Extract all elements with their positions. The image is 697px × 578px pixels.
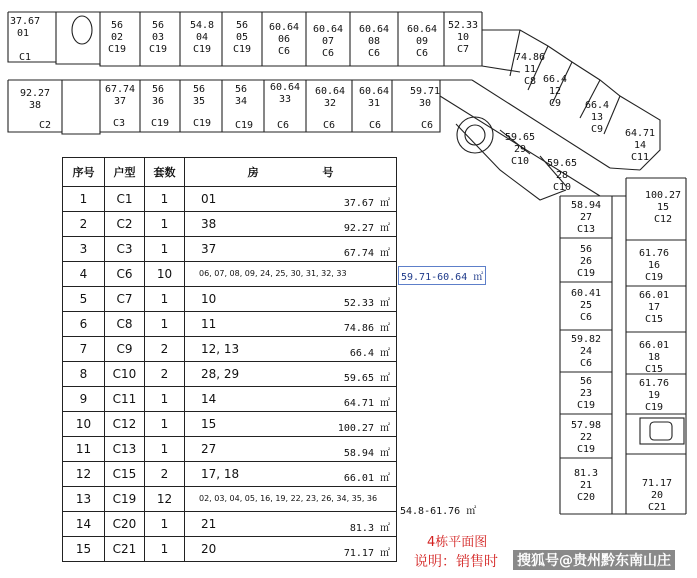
room-area: 58.94 (570, 200, 602, 211)
room-number: 26 (579, 256, 593, 267)
room-area: 59.65 ㎡ (343, 373, 390, 384)
room-type: C15 (644, 314, 664, 325)
row-no: 14 (63, 512, 105, 537)
room-area: 66.4 (584, 100, 610, 111)
room-type: C12 (653, 214, 673, 225)
room-number: 06 (277, 34, 291, 45)
room-list: 11 (201, 317, 217, 331)
row-count: 10 (145, 262, 185, 287)
table-row (63, 362, 397, 387)
room-type: C20 (576, 492, 596, 503)
room-list: 12, 13 (201, 342, 240, 356)
row-no: 1 (63, 187, 105, 212)
room-number: 33 (278, 94, 292, 105)
room-area: 57.98 (570, 420, 602, 431)
room-number: 11 (523, 64, 537, 75)
row-rooms (185, 212, 397, 237)
room-area: 64.71 (624, 128, 656, 139)
unit-type-table (62, 157, 397, 562)
room-area: 100.27 (644, 190, 682, 201)
row-type: C11 (105, 387, 145, 412)
row-rooms (185, 262, 397, 287)
room-number: 35 (192, 96, 206, 107)
room-type: C13 (576, 224, 596, 235)
room-area: 81.3 ㎡ (349, 523, 390, 534)
room-area: 60.64 (406, 24, 438, 35)
table-row (63, 487, 397, 512)
row-no: 15 (63, 537, 105, 562)
room-number: 16 (647, 260, 661, 271)
row-no: 9 (63, 387, 105, 412)
col-header-rooms (185, 158, 397, 187)
room-list: 01 (201, 192, 217, 206)
room-number: 10 (456, 32, 470, 43)
room-area: 59.65 (504, 132, 536, 143)
room-number: 19 (647, 390, 661, 401)
room-number: 20 (650, 490, 664, 501)
room-type: C19 (192, 118, 212, 129)
row-no: 4 (63, 262, 105, 287)
room-area: 61.76 (638, 248, 670, 259)
room-area: 66.01 ㎡ (343, 473, 390, 484)
row-count: 1 (145, 187, 185, 212)
table-row (63, 212, 397, 237)
room-number: 14 (633, 140, 647, 151)
room-area: 81.3 (573, 468, 599, 479)
row-rooms (185, 537, 397, 562)
row-type: C13 (105, 437, 145, 462)
room-area: 60.64 (268, 22, 300, 33)
room-area: 56 (234, 84, 248, 95)
room-number: 30 (418, 98, 432, 109)
col-header-type: 户型 (105, 158, 145, 187)
room-type: C6 (420, 120, 434, 131)
room-area: 64.71 ㎡ (343, 398, 390, 409)
room-number: 25 (579, 300, 593, 311)
room-type: C19 (576, 400, 596, 411)
room-type: C19 (644, 402, 664, 413)
row-rooms (185, 237, 397, 262)
col-header-count: 套数 (145, 158, 185, 187)
room-area: 56 (579, 376, 593, 387)
table-row (63, 187, 397, 212)
row-count: 1 (145, 537, 185, 562)
table-row (63, 237, 397, 262)
room-type: C2 (38, 120, 52, 131)
room-type: C19 (148, 44, 168, 55)
room-area: 59.82 (570, 334, 602, 345)
room-area: 92.27 ㎡ (343, 223, 390, 234)
row-type: C19 (105, 487, 145, 512)
room-list: 38 (201, 217, 217, 231)
room-type: C6 (368, 120, 382, 131)
room-number: 29 (513, 144, 527, 155)
table-row (63, 312, 397, 337)
room-area: 59.65 (546, 158, 578, 169)
room-number: 07 (321, 36, 335, 47)
room-number: 28 (555, 170, 569, 181)
room-list: 28, 29 (201, 367, 240, 381)
row-rooms (185, 387, 397, 412)
row-no: 5 (63, 287, 105, 312)
room-type: C6 (321, 48, 335, 59)
table-row (63, 437, 397, 462)
room-area: 37.67 ㎡ (343, 198, 390, 209)
room-number: 37 (113, 96, 127, 107)
room-type: C6 (415, 48, 429, 59)
room-area: 56 (110, 20, 124, 31)
row-type: C6 (105, 262, 145, 287)
wing-decoration (600, 168, 640, 196)
row-no: 3 (63, 237, 105, 262)
room-area: 66.4 ㎡ (349, 348, 390, 359)
row-type: C8 (105, 312, 145, 337)
room-area: 66.01 (638, 290, 670, 301)
room-number: 36 (151, 96, 165, 107)
room-list: 21 (201, 517, 217, 531)
row-type: C7 (105, 287, 145, 312)
row-count: 2 (145, 462, 185, 487)
room-number: 15 (656, 202, 670, 213)
room-number: 12 (548, 86, 562, 97)
room-number: 27 (579, 212, 593, 223)
room-type: C19 (234, 120, 254, 131)
row-rooms (185, 512, 397, 537)
room-type: C19 (232, 44, 252, 55)
row-count: 1 (145, 437, 185, 462)
room-list: 02, 03, 04, 05, 16, 19, 22, 23, 26, 34, 35, 36 (199, 494, 378, 503)
row-rooms (185, 412, 397, 437)
col-header-no: 序号 (63, 158, 105, 187)
room-area: 71.17 ㎡ (343, 548, 390, 559)
room-type: C19 (192, 44, 212, 55)
row-rooms (185, 462, 397, 487)
row-count: 2 (145, 362, 185, 387)
room-area: 66.01 (638, 340, 670, 351)
room-area: 60.64 (269, 82, 301, 93)
row-no: 6 (63, 312, 105, 337)
room-type: C6 (367, 48, 381, 59)
row-no: 11 (63, 437, 105, 462)
room-type: C19 (576, 268, 596, 279)
room-type: C6 (322, 120, 336, 131)
room-type: C10 (510, 156, 530, 167)
row-count: 1 (145, 312, 185, 337)
room-area: 60.64 (358, 24, 390, 35)
room-number: 05 (235, 32, 249, 43)
room-number: 02 (110, 32, 124, 43)
room-number: 08 (367, 36, 381, 47)
row-no: 2 (63, 212, 105, 237)
col-header-rooms-right: 号 (322, 166, 334, 179)
room-area: 56 (151, 84, 165, 95)
room-list: 10 (201, 292, 217, 306)
table-row (63, 512, 397, 537)
room-type: C19 (576, 444, 596, 455)
room-area: 71.17 (641, 478, 673, 489)
table-row (63, 412, 397, 437)
table-row (63, 287, 397, 312)
sales-note: 说明：销售时 (414, 554, 498, 570)
row-rooms (185, 287, 397, 312)
room-type: C21 (647, 502, 667, 513)
room-type: C9 (548, 98, 562, 109)
row-type: C1 (105, 187, 145, 212)
room-type: C19 (644, 272, 664, 283)
room-type: C7 (456, 44, 470, 55)
row-no: 7 (63, 337, 105, 362)
row-type: C2 (105, 212, 145, 237)
room-number: 04 (195, 32, 209, 43)
room-area: 92.27 (19, 88, 51, 99)
row-type: C20 (105, 512, 145, 537)
row-count: 1 (145, 387, 185, 412)
room-number: 31 (367, 98, 381, 109)
room-type: C11 (630, 152, 650, 163)
room-area: 100.27 ㎡ (337, 423, 390, 434)
room-area: 66.4 (542, 74, 568, 85)
room-area: 56 (579, 244, 593, 255)
room-area: 74.86 ㎡ (343, 323, 390, 334)
room-area: 58.94 ㎡ (343, 448, 390, 459)
table-row (63, 262, 397, 287)
row-type: C10 (105, 362, 145, 387)
row-no: 8 (63, 362, 105, 387)
row-rooms (185, 312, 397, 337)
room-number: 18 (647, 352, 661, 363)
row-type: C21 (105, 537, 145, 562)
room-area: 60.64 (358, 86, 390, 97)
room-type: C9 (590, 124, 604, 135)
room-number: 38 (28, 100, 42, 111)
room-number: 13 (590, 112, 604, 123)
room-list: 27 (201, 442, 217, 456)
room-type: C6 (579, 312, 593, 323)
row-rooms (185, 187, 397, 212)
room-area: 56 (235, 20, 249, 31)
room-area: 74.86 (514, 52, 546, 63)
room-area: 37.67 (10, 16, 41, 27)
room-type: C6 (276, 120, 290, 131)
room-area: 59.71 (409, 86, 441, 97)
row-rooms (185, 437, 397, 462)
row-type: C3 (105, 237, 145, 262)
room-type: C3 (112, 118, 126, 129)
room-area: 67.74 (104, 84, 136, 95)
row-no: 12 (63, 462, 105, 487)
room-number: 09 (415, 36, 429, 47)
room-number: 23 (579, 388, 593, 399)
room-area: 60.64 (314, 86, 346, 97)
room-list: 15 (201, 417, 217, 431)
room-area: 52.33 (447, 20, 479, 31)
watermark: 搜狐号@贵州黔东南山庄 (513, 550, 675, 570)
row-type: C12 (105, 412, 145, 437)
table-header-row (63, 158, 397, 187)
room-type: C6 (277, 46, 291, 57)
room-area: 61.76 (638, 378, 670, 389)
room-type: C6 (579, 358, 593, 369)
row-no: 13 (63, 487, 105, 512)
room-number: 32 (323, 98, 337, 109)
room-area: 60.64 (312, 24, 344, 35)
room-type: C19 (107, 44, 127, 55)
room-type: C1 (18, 52, 32, 63)
room-area: 56 (151, 20, 165, 31)
table-row (63, 462, 397, 487)
c19-area-range: 54.8-61.76 ㎡ (400, 506, 477, 517)
table-row (63, 537, 397, 562)
plan-title: 4栋平面图 (427, 535, 488, 550)
row-count: 12 (145, 487, 185, 512)
room-list: 14 (201, 392, 217, 406)
room-area: 67.74 ㎡ (343, 248, 390, 259)
room-list: 17, 18 (201, 467, 240, 481)
room-list: 37 (201, 242, 217, 256)
room-area: 52.33 ㎡ (343, 298, 390, 309)
col-header-rooms-left: 房 (247, 166, 259, 179)
room-number: 21 (579, 480, 593, 491)
room-list: 06, 07, 08, 09, 24, 25, 30, 31, 32, 33 (199, 269, 347, 278)
room-type: C8 (523, 76, 537, 87)
table-row (63, 387, 397, 412)
room-number: 01 (16, 28, 30, 39)
row-rooms (185, 362, 397, 387)
room-number: 24 (579, 346, 593, 357)
row-count: 1 (145, 237, 185, 262)
room-type: C19 (150, 118, 170, 129)
room-area: 54.8 (189, 20, 215, 31)
row-count: 2 (145, 337, 185, 362)
room-type: C15 (644, 364, 664, 375)
row-rooms (185, 487, 397, 512)
room-number: 34 (234, 96, 248, 107)
row-rooms (185, 337, 397, 362)
row-count: 1 (145, 512, 185, 537)
room-area: 60.41 (570, 288, 602, 299)
row-no: 10 (63, 412, 105, 437)
room-area: 56 (192, 84, 206, 95)
room-number: 17 (647, 302, 661, 313)
table-row (63, 337, 397, 362)
room-number: 22 (579, 432, 593, 443)
room-number: 03 (151, 32, 165, 43)
row-type: C15 (105, 462, 145, 487)
row-count: 1 (145, 212, 185, 237)
row-type: C9 (105, 337, 145, 362)
room-type: C10 (552, 182, 572, 193)
c6-area-range: 59.71-60.64 ㎡ (398, 266, 486, 285)
room-list: 20 (201, 542, 217, 556)
row-count: 1 (145, 412, 185, 437)
row-count: 1 (145, 287, 185, 312)
